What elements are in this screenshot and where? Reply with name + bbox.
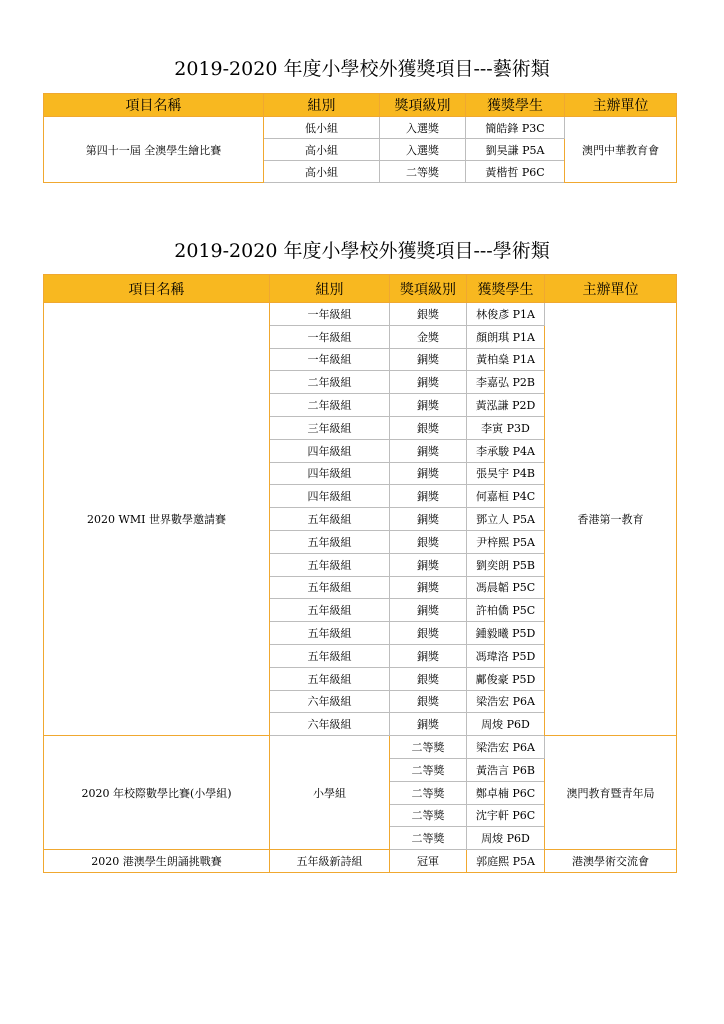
group-cell: 低小組 — [264, 117, 380, 139]
award-cell: 銅獎 — [390, 371, 467, 394]
award-cell: 銀獎 — [390, 667, 467, 690]
table-row — [44, 850, 677, 873]
student-cell: 沈宇軒 P6C — [467, 804, 545, 827]
organizer-cell: 澳門中華教育會 — [565, 117, 677, 183]
group-cell: 一年級組 — [270, 303, 390, 326]
award-cell: 銅獎 — [390, 576, 467, 599]
award-cell: 二等獎 — [390, 736, 467, 759]
student-cell: 劉奕朗 P5B — [467, 553, 545, 576]
group-cell: 三年級組 — [270, 416, 390, 439]
header-organizer: 主辦單位 — [565, 94, 677, 117]
award-cell: 銅獎 — [390, 713, 467, 736]
header-event: 項目名稱 — [44, 275, 270, 303]
group-cell: 高小組 — [264, 161, 380, 183]
academic-table-body — [44, 303, 677, 873]
table-row — [44, 303, 677, 326]
award-cell: 二等獎 — [390, 827, 467, 850]
student-cell: 李嘉弘 P2B — [467, 371, 545, 394]
student-cell: 鍾毅曦 P5D — [467, 622, 545, 645]
group-cell: 五年級組 — [270, 576, 390, 599]
event-name-cell: 第四十一屆 全澳學生繪比賽 — [44, 117, 264, 183]
group-cell: 一年級組 — [270, 325, 390, 348]
event-name-cell: 2020 WMI 世界數學邀請賽 — [44, 303, 270, 736]
organizer-cell: 澳門教育暨青年局 — [545, 736, 677, 850]
table-row — [44, 117, 677, 139]
student-cell: 許柏僑 P5C — [467, 599, 545, 622]
table-header-row — [44, 94, 677, 117]
group-cell: 五年級組 — [270, 667, 390, 690]
organizer-cell: 香港第一教育 — [545, 303, 677, 736]
group-cell: 四年級組 — [270, 439, 390, 462]
award-cell: 銅獎 — [390, 439, 467, 462]
header-student: 獲獎學生 — [466, 94, 565, 117]
award-cell: 銅獎 — [390, 485, 467, 508]
header-group: 組別 — [270, 275, 390, 303]
student-cell: 梁浩宏 P6A — [467, 736, 545, 759]
award-cell: 銅獎 — [390, 644, 467, 667]
academic-awards-table — [43, 274, 677, 873]
award-cell: 銀獎 — [390, 622, 467, 645]
award-cell: 銀獎 — [390, 690, 467, 713]
arts-awards-table — [43, 93, 677, 183]
event-name-cell: 2020 年校際數學比賽(小學組) — [44, 736, 270, 850]
group-cell: 一年級組 — [270, 348, 390, 371]
award-cell: 銅獎 — [390, 599, 467, 622]
group-cell: 五年級組 — [270, 530, 390, 553]
group-cell: 小學組 — [270, 736, 390, 850]
group-cell: 五年級組 — [270, 599, 390, 622]
group-cell: 五年級組 — [270, 644, 390, 667]
award-cell: 銀獎 — [390, 416, 467, 439]
student-cell: 周焌 P6D — [467, 713, 545, 736]
award-cell: 金獎 — [390, 325, 467, 348]
award-cell: 入選獎 — [380, 117, 466, 139]
student-cell: 李承駿 P4A — [467, 439, 545, 462]
student-cell: 尹梓熙 P5A — [467, 530, 545, 553]
student-cell: 黃浩言 P6B — [467, 758, 545, 781]
student-cell: 馮瑋洛 P5D — [467, 644, 545, 667]
award-cell: 銅獎 — [390, 553, 467, 576]
event-name-cell: 2020 港澳學生朗誦挑戰賽 — [44, 850, 270, 873]
group-cell: 五年級組 — [270, 622, 390, 645]
student-cell: 郭庭熙 P5A — [467, 850, 545, 873]
student-cell: 鄺俊豪 P5D — [467, 667, 545, 690]
header-group: 組別 — [264, 94, 380, 117]
student-cell: 周焌 P6D — [467, 827, 545, 850]
header-award: 獎項級別 — [380, 94, 466, 117]
student-cell: 梁浩宏 P6A — [467, 690, 545, 713]
award-cell: 銅獎 — [390, 348, 467, 371]
header-student: 獲獎學生 — [467, 275, 545, 303]
table-header-row — [44, 275, 677, 303]
table-row — [44, 736, 677, 759]
student-cell: 何嘉桓 P4C — [467, 485, 545, 508]
student-cell: 李寅 P3D — [467, 416, 545, 439]
award-cell: 銀獎 — [390, 303, 467, 326]
group-cell: 六年級組 — [270, 690, 390, 713]
student-cell: 張昊宇 P4B — [467, 462, 545, 485]
group-cell: 四年級組 — [270, 462, 390, 485]
student-cell: 馮晨韜 P5C — [467, 576, 545, 599]
header-event: 項目名稱 — [44, 94, 264, 117]
group-cell: 五年級組 — [270, 553, 390, 576]
group-cell: 六年級組 — [270, 713, 390, 736]
group-cell: 二年級組 — [270, 394, 390, 417]
student-cell: 鄭卓楠 P6C — [467, 781, 545, 804]
award-cell: 銅獎 — [390, 394, 467, 417]
organizer-cell: 港澳學術交流會 — [545, 850, 677, 873]
group-cell: 高小組 — [264, 139, 380, 161]
award-cell: 冠軍 — [390, 850, 467, 873]
student-cell: 黃柏燊 P1A — [467, 348, 545, 371]
header-organizer: 主辦單位 — [545, 275, 677, 303]
award-cell: 銅獎 — [390, 508, 467, 531]
student-cell: 黃楷哲 P6C — [466, 161, 565, 183]
academic-section-title: 2019-2020 年度小學校外獲獎項目---學術類 — [174, 240, 550, 262]
group-cell: 二年級組 — [270, 371, 390, 394]
student-cell: 簡皓鋒 P3C — [466, 117, 565, 139]
award-cell: 銀獎 — [390, 530, 467, 553]
arts-section-title: 2019-2020 年度小學校外獲獎項目---藝術類 — [174, 58, 550, 80]
student-cell: 林俊彥 P1A — [467, 303, 545, 326]
award-cell: 入選獎 — [380, 139, 466, 161]
award-cell: 銅獎 — [390, 462, 467, 485]
group-cell: 五年級新詩組 — [270, 850, 390, 873]
award-cell: 二等獎 — [380, 161, 466, 183]
award-cell: 二等獎 — [390, 758, 467, 781]
award-cell: 二等獎 — [390, 804, 467, 827]
award-cell: 二等獎 — [390, 781, 467, 804]
student-cell: 顏朗琪 P1A — [467, 325, 545, 348]
group-cell: 五年級組 — [270, 508, 390, 531]
student-cell: 劉昊謙 P5A — [466, 139, 565, 161]
student-cell: 黃泓謙 P2D — [467, 394, 545, 417]
group-cell: 四年級組 — [270, 485, 390, 508]
student-cell: 鄧立人 P5A — [467, 508, 545, 531]
header-award: 獎項級別 — [390, 275, 467, 303]
